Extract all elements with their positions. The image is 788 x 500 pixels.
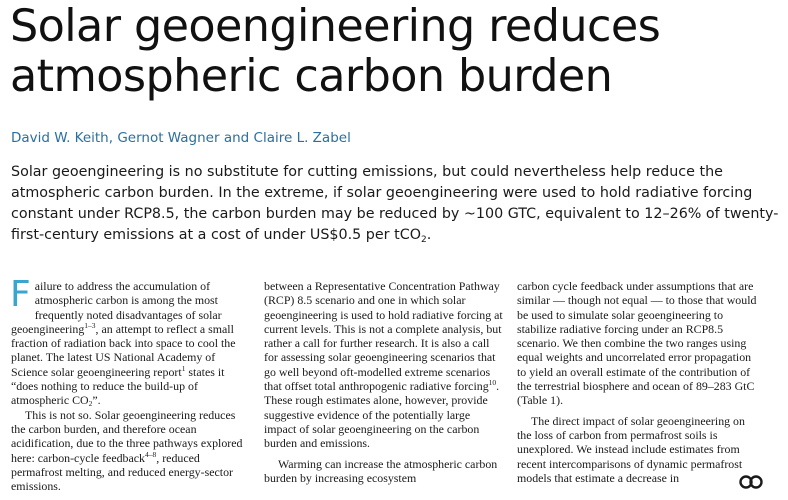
text-run: , reduced permafrost melting, and reduced energy-sector emissions. [11, 450, 233, 494]
paragraph: The direct impact of solar geoengineering on the loss of carbon from permafrost soils is unexplored. We instead include estimates from recent intercomparisons of dynamic permafrost models that estimate a decrease in [517, 413, 745, 485]
subscript: 2 [88, 399, 93, 409]
paragraph [11, 408, 251, 494]
body-column-2 [264, 279, 504, 485]
citation-ref[interactable]: 4–8 [145, 449, 157, 459]
body-column-3 [517, 279, 757, 485]
drop-cap: F [10, 274, 31, 315]
text-run: . These rough estimates alone, however, provide suggestive evidence of the potentially large impact of solar geoengineering on the carbon burden and emissions. [264, 379, 500, 451]
text-run: , an attempt to reflect a small fraction of radiation back into space to cool the planet. The latest US National Academy of Science solar geoengineering report [11, 321, 236, 379]
text-run: states it “does nothing to reduce the build-up of atmospheric CO [11, 364, 225, 408]
standfirst-end: . [426, 227, 432, 243]
citation-ref[interactable]: 1 [181, 363, 186, 373]
paragraph [10, 274, 251, 409]
author-list: David W. Keith, Gernot Wagner and Claire L. Zabel [11, 130, 351, 146]
text-run: This is not so. Solar geoengineering reduces the carbon burden, and therefore ocean acidification, due to the three pathways explored here: carbon-cycle feedback [11, 407, 243, 465]
paragraph: Warming can increase the atmospheric carbon burden by increasing ecosystem [264, 456, 498, 485]
standfirst-text: Solar geoengineering is no substitute for cutting emissions, but could nevertheless help reduce the atmospheric carbon burden. In the extreme, if solar geoengineering were used to hold radiative forcing constant under RCP8.5, the carbon burden may be reduced by ~100 GTC, equivalent to 12–26% of twenty-first-century emissions at a cost of under US$0.5 per tCO [11, 164, 779, 243]
paragraph: carbon cycle feedback under assumptions that are similar — though not equal — to those that would be used to simulate solar geoengineering to stabilize radiative forcing under an RCP8.5 scenario. We then combine the two ranges using equal weights and uncorrelated error propagation to yield an overall estimate of the contribution of the terrestrial biosphere and ocean of 89–283 GtC (Table 1). [517, 279, 757, 408]
citation-ref[interactable]: 10 [488, 378, 497, 388]
standfirst-subscript: 2 [420, 235, 427, 245]
body-column-1 [10, 274, 251, 494]
text-run: ”. [92, 393, 101, 408]
paragraph [264, 279, 504, 451]
standfirst [11, 162, 779, 246]
text-run: between a Representative Concentration Pathway (RCP) 8.5 scenario and one in which solar geoengineering is used to hold radiative forcing at current levels. This is not a complete analysis, but rather a call for further research. It is also a call for assessing solar geoengineering scenarios that go well beyond oft-modelled extreme scenarios that offset total anthropogenic radiative forcing [264, 279, 503, 394]
citation-ref[interactable]: 1–3 [84, 320, 96, 330]
text-run: ailure to address the accumulation of atmospheric carbon is among the most frequently noted disadvantages of solar geoengineering [11, 279, 222, 336]
article-title: Solar geoengineering reduces atmospheric carbon burden [10, 1, 661, 102]
journal-logo-icon [738, 472, 764, 492]
